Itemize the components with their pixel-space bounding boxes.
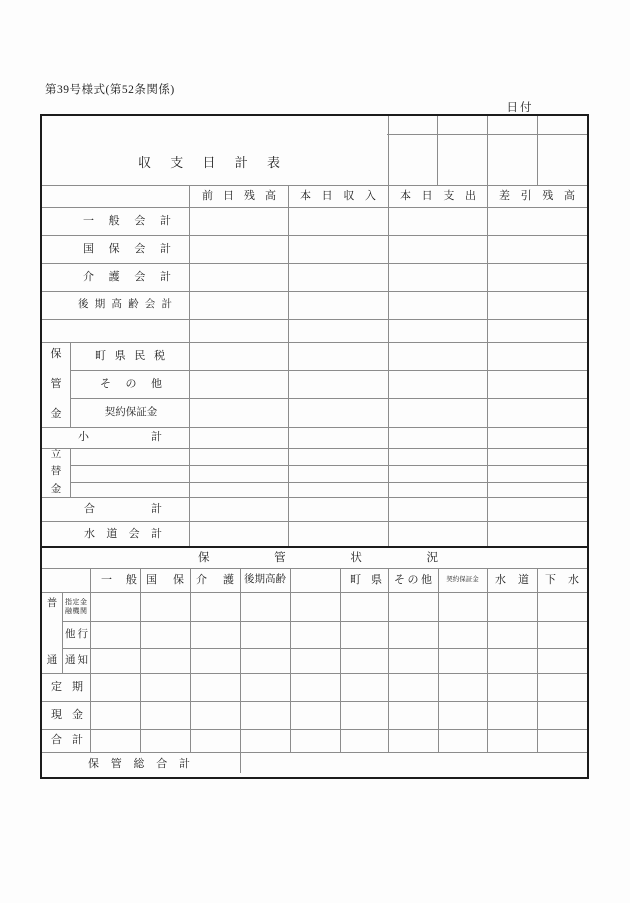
row-label-kokuho-account: 国保会計 xyxy=(83,243,171,255)
grid-line-horizontal xyxy=(42,729,587,730)
hokankin-char: 金 xyxy=(50,408,62,420)
grid-line-horizontal xyxy=(387,134,587,135)
grid-line-vertical xyxy=(487,568,488,752)
storage-col-other: その他 xyxy=(394,574,432,586)
row-label-general-account: 一般会計 xyxy=(83,215,171,227)
storage-col-kouki: 後期高齢 xyxy=(244,574,286,585)
col-header-prev-balance: 前日残高 xyxy=(202,190,276,202)
grid-line-vertical xyxy=(189,185,190,546)
grid-line-horizontal xyxy=(42,185,587,186)
storage-col-kokuho: 国保 xyxy=(146,574,184,586)
row-label-total: 合計 xyxy=(84,503,162,515)
grid-line-vertical xyxy=(140,568,141,752)
tatekaekin-char: 立 xyxy=(50,449,62,460)
grid-line-vertical xyxy=(437,116,438,185)
storage-row-designated-bank xyxy=(65,592,87,621)
grid-line-horizontal xyxy=(70,482,587,483)
group-label-tatekaekin xyxy=(42,448,70,497)
storage-col-general: 一般 xyxy=(101,574,137,586)
hokankin-char: 保 xyxy=(50,348,62,360)
grid-line-horizontal xyxy=(62,621,587,622)
storage-col-water: 水道 xyxy=(495,574,529,586)
storage-section-title: 保管状況 xyxy=(198,552,438,564)
daily-report-table xyxy=(40,114,589,779)
futsu-char: 通 xyxy=(46,654,58,666)
tatekaekin-char: 替 xyxy=(50,466,62,478)
grid-line-vertical xyxy=(62,592,63,673)
grid-line-horizontal xyxy=(70,370,587,371)
grid-line-vertical xyxy=(90,568,91,752)
grid-line-horizontal xyxy=(62,648,587,649)
storage-row-notice: 通知 xyxy=(65,655,88,666)
storage-col-kaigo: 介護 xyxy=(196,574,234,586)
designated-bank-line2: 融機関 xyxy=(65,606,87,615)
storage-col-contract-deposit: 契約保証金 xyxy=(446,576,479,583)
grid-line-horizontal xyxy=(42,521,587,522)
grid-line-vertical xyxy=(537,568,538,752)
futsu-char: 普 xyxy=(46,598,58,609)
row-label-subtotal: 小計 xyxy=(78,431,162,443)
grid-line-horizontal xyxy=(70,398,587,399)
designated-bank-line1: 指定金 xyxy=(65,597,87,606)
grid-line-horizontal xyxy=(42,568,587,569)
grid-line-vertical xyxy=(537,116,538,185)
grid-line-horizontal xyxy=(42,235,587,236)
storage-grand-total: 保管総合計 xyxy=(88,758,190,770)
group-label-hokankin xyxy=(42,342,70,427)
col-header-net-balance: 差引残高 xyxy=(499,190,575,202)
grid-line-horizontal xyxy=(42,497,587,498)
grid-line-horizontal xyxy=(42,291,587,292)
daily-table-title: 収支日計表 xyxy=(138,156,280,169)
row-label-other: その他 xyxy=(100,378,162,390)
section-divider xyxy=(42,546,587,548)
row-label-water-account: 水道会計 xyxy=(84,528,162,540)
storage-row-total: 合計 xyxy=(51,734,83,746)
grid-line-horizontal xyxy=(42,673,587,674)
row-label-resident-tax: 町県民税 xyxy=(95,350,165,362)
col-header-today-income: 本日収入 xyxy=(300,190,376,202)
grid-line-horizontal xyxy=(70,465,587,466)
storage-row-cash: 現金 xyxy=(51,709,83,721)
grid-line-vertical xyxy=(288,185,289,546)
row-label-kaigo-account: 介護会計 xyxy=(83,271,171,283)
storage-row-other-bank: 他行 xyxy=(65,629,88,640)
tatekaekin-char: 金 xyxy=(50,483,62,495)
grid-line-vertical xyxy=(70,342,71,427)
grid-line-horizontal xyxy=(42,263,587,264)
row-label-kouki-account: 後期高齢会計 xyxy=(78,299,172,310)
storage-row-fixed: 定期 xyxy=(51,681,83,693)
grid-line-horizontal xyxy=(42,701,587,702)
storage-col-sewer: 下水 xyxy=(545,574,579,586)
grid-line-vertical xyxy=(240,568,241,773)
col-header-today-expense: 本日支出 xyxy=(400,190,476,202)
grid-line-horizontal xyxy=(42,207,587,208)
row-label-contract-deposit: 契約保証金 xyxy=(104,407,158,418)
grid-line-horizontal xyxy=(42,319,587,320)
grid-line-vertical xyxy=(190,568,191,752)
date-label: 日付 xyxy=(506,102,534,114)
grid-line-horizontal xyxy=(42,427,587,428)
grid-line-vertical xyxy=(388,568,389,752)
grid-line-vertical xyxy=(290,568,291,752)
group-label-futsu xyxy=(42,592,62,673)
form-number-text: 第39号様式(第52条関係) xyxy=(45,84,175,96)
grid-line-horizontal xyxy=(42,448,587,449)
grid-line-horizontal xyxy=(42,592,587,593)
grid-line-horizontal xyxy=(42,752,587,753)
grid-line-vertical xyxy=(340,568,341,752)
storage-col-resident-tax: 町県 xyxy=(350,574,382,586)
grid-line-vertical xyxy=(70,448,71,497)
hokankin-char: 管 xyxy=(50,378,62,390)
grid-line-vertical xyxy=(438,568,439,752)
grid-line-horizontal xyxy=(42,342,587,343)
